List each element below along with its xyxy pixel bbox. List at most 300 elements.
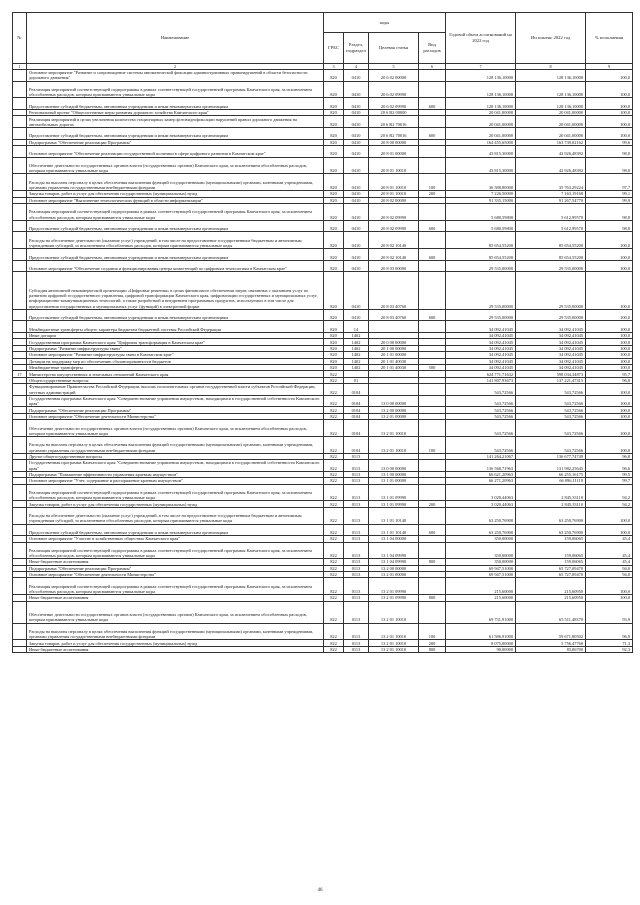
row-grbs: 820	[324, 232, 344, 249]
row-number	[13, 384, 27, 396]
row-grbs: 820	[324, 309, 344, 321]
row-section: 0410	[344, 220, 369, 232]
table-row	[13, 127, 633, 139]
row-section: 1402	[344, 365, 369, 371]
row-target-article: 13 1 04 09990	[369, 542, 419, 559]
row-exec-amount: 34 092,41045	[516, 345, 586, 351]
row-exec-percent: 98,8	[586, 220, 633, 232]
row-exec-amount: 63 250,76900	[516, 524, 586, 536]
row-name: Основное мероприятие "Обеспечение создания и функционирования центра компетенций по цифровым технологиям в Камчатском крае"	[27, 260, 324, 272]
row-grbs: 822	[324, 395, 344, 407]
row-exec-percent: 99,6	[586, 139, 633, 145]
row-grbs: 822	[324, 507, 344, 524]
row-grbs: 820	[324, 333, 344, 339]
row-name: Иные бюджетные ассигнования	[27, 646, 324, 652]
table-row	[13, 384, 633, 396]
row-exec-amount: 42 926,48392	[516, 145, 586, 157]
row-grbs: 822	[324, 407, 344, 413]
row-exec-amount: 159,06065	[516, 536, 586, 542]
row-plan-amount: 136 568,71963	[446, 460, 516, 472]
row-plan-amount: 34 092,41045	[446, 333, 516, 339]
row-name: Основное мероприятие "Обеспечение деятельности Министерства"	[27, 572, 324, 578]
row-expense-type: 200	[419, 501, 446, 507]
row-name: Предоставление субсидий бюджетным, автономным учреждениям и иным некоммерческим организациям	[27, 98, 324, 110]
row-exec-percent: 99,9	[586, 197, 633, 203]
row-exec-percent: 100,0	[586, 232, 633, 249]
row-grbs: 822	[324, 384, 344, 396]
row-grbs: 822	[324, 436, 344, 453]
row-exec-amount: 136 677,74749	[516, 453, 586, 459]
row-plan-amount: 85 654,55200	[446, 249, 516, 261]
table-header	[13, 13, 633, 70]
table-row	[13, 542, 633, 559]
row-expense-type	[419, 260, 446, 272]
row-plan-amount: 43 815,30000	[446, 157, 516, 174]
table-row	[13, 436, 633, 453]
row-expense-type: 600	[419, 98, 446, 110]
row-plan-amount: 29 535,00000	[446, 260, 516, 272]
row-grbs: 822	[324, 471, 344, 477]
row-target-article: 13 1 01 09990	[369, 501, 419, 507]
row-exec-amount: 65 727,09470	[516, 565, 586, 571]
row-exec-amount: 29 535,00000	[516, 272, 586, 310]
row-number	[13, 578, 27, 595]
row-section: 0410	[344, 145, 369, 157]
row-exec-percent: 93,9	[586, 601, 633, 623]
row-plan-amount: 164 455,65000	[446, 139, 516, 145]
row-name: Закупка товаров, работ и услуг для обеспечения государственных (муниципальных) нужд	[27, 501, 324, 507]
row-grbs: 822	[324, 595, 344, 601]
row-exec-percent: 96,9	[586, 623, 633, 640]
row-section: 0113	[344, 460, 369, 472]
row-grbs: 820	[324, 345, 344, 351]
row-target-article: 13 1 04 09990	[369, 559, 419, 565]
table-row	[13, 484, 633, 501]
row-exec-amount: 128 136,10000	[516, 70, 586, 82]
row-target-article: 20 8 03 40760	[369, 272, 419, 310]
row-plan-amount: 36 588,80000	[446, 174, 516, 191]
row-grbs: 822	[324, 524, 344, 536]
table-row	[13, 174, 633, 191]
row-target-article: 20 6 R2 70016	[369, 116, 419, 128]
row-plan-amount: 63 250,76900	[446, 524, 516, 536]
row-exec-percent: 71,3	[586, 640, 633, 646]
row-expense-type: 200	[419, 640, 446, 646]
row-target-article: 13 1 01 10140	[369, 507, 419, 524]
row-name: Расходы на выплаты персоналу в целях обеспечения выполнения функций государственными (муниципальными) органами, казенными учреждениями, органами управления государственными внебюджетными фондами	[27, 623, 324, 640]
row-exec-percent: 100,0	[586, 127, 633, 139]
row-exec-amount: 543,72566	[516, 384, 586, 396]
row-exec-percent: 100,0	[586, 352, 633, 358]
row-target-article: 13 2 00 00000	[369, 565, 419, 571]
row-number	[13, 507, 27, 524]
table-row	[13, 321, 633, 333]
row-plan-amount: 20 041,00000	[446, 116, 516, 128]
row-target-article: 13 2 01 09990	[369, 595, 419, 601]
row-section: 0410	[344, 309, 369, 321]
row-grbs: 822	[324, 460, 344, 472]
row-exec-amount: 20 041,00000	[516, 127, 586, 139]
row-section: 0113	[344, 478, 369, 484]
table-row	[13, 578, 633, 595]
row-exec-percent: 100,0	[586, 578, 633, 595]
row-grbs: 822	[324, 536, 344, 542]
header-pct: % исполнения	[586, 13, 633, 64]
row-exec-percent: 94,0	[586, 572, 633, 578]
row-number	[13, 127, 27, 139]
row-target-article: 20 8 00 00000	[369, 139, 419, 145]
header-codes: коды	[324, 13, 446, 33]
row-target-article	[369, 384, 419, 396]
row-exec-percent: 94,0	[586, 565, 633, 571]
row-grbs: 822	[324, 413, 344, 419]
row-plan-amount: 543,72566	[446, 407, 516, 413]
row-grbs: 820	[324, 157, 344, 174]
row-number	[13, 157, 27, 174]
row-exec-percent: 100,0	[586, 384, 633, 396]
row-plan-amount: 20 041,00000	[446, 109, 516, 115]
row-exec-amount: 34 092,41045	[516, 352, 586, 358]
row-name: Реализация мероприятий в целях увеличения количества стационарных камер фотовидеофиксации нарушений правил дорожного движения на автомобильных дорогах	[27, 116, 324, 128]
row-plan-amount: 90,00000	[446, 646, 516, 652]
row-expense-type	[419, 484, 446, 501]
row-name: Расходы на выплаты персоналу в целях обеспечения выполнения функций государственными (муниципальными) органами, казенными учреждениями, органами управления государственными внебюджетными фондами	[27, 174, 324, 191]
row-expense-type: 800	[419, 646, 446, 652]
row-plan-amount: 3 020,44063	[446, 501, 516, 507]
row-target-article: 20 6 02 00000	[369, 70, 419, 82]
table-body	[13, 70, 633, 653]
row-plan-amount: 34 092,41045	[446, 352, 516, 358]
row-plan-amount: 543,72566	[446, 384, 516, 396]
row-name: Закупка товаров, работ и услуг для обеспечения государственных (муниципальных) нужд	[27, 191, 324, 197]
column-index: 3	[324, 64, 344, 70]
row-expense-type	[419, 460, 446, 472]
row-exec-percent: 100,0	[586, 407, 633, 413]
row-exec-amount: 65 511,48370	[516, 601, 586, 623]
row-exec-amount: 66 255,16175	[516, 471, 586, 477]
row-exec-amount: 20 041,00000	[516, 109, 586, 115]
row-grbs: 822	[324, 453, 344, 459]
row-section: 0113	[344, 595, 369, 601]
row-number	[13, 524, 27, 536]
row-name: Реализация мероприятий соответствующей подпрограммы в рамках соответствующей государственной программы Камчатского края, за исключением обособленных расходов, которым присваиваются уникальные коды	[27, 484, 324, 501]
row-number	[13, 623, 27, 640]
row-exec-amount: 29 535,00000	[516, 260, 586, 272]
row-name: Дотации на поддержку мер по обеспечению сбалансированности бюджетов	[27, 358, 324, 364]
row-target-article: 13 0 00 00000	[369, 395, 419, 407]
row-expense-type	[419, 81, 446, 98]
row-grbs: 822	[324, 559, 344, 565]
row-name: Подпрограмма "Обеспечение реализации Программы"	[27, 139, 324, 145]
row-section: 0410	[344, 174, 369, 191]
row-target-article: 20 8 02 09990	[369, 203, 419, 220]
column-index: 1	[13, 64, 27, 70]
row-exec-percent: 95,7	[586, 371, 633, 377]
row-exec-amount: 131 982,25645	[516, 460, 586, 472]
row-name: Расходы на выплаты персоналу в целях обеспечения выполнения функций государственными (муниципальными) органами, казенными учреждениями, органами управления государственными внебюджетными фондами	[27, 436, 324, 453]
row-name: Основное мероприятие "Развитие инфраструктуры связи в Камчатском крае"	[27, 352, 324, 358]
row-exec-amount: 543,72566	[516, 413, 586, 419]
row-number	[13, 81, 27, 98]
row-plan-amount: 543,72566	[446, 436, 516, 453]
row-exec-amount: 137 221,47315	[516, 377, 586, 383]
row-target-article: 20 8 01 00000	[369, 145, 419, 157]
row-grbs: 822	[324, 640, 344, 646]
budget-table	[12, 12, 633, 653]
row-grbs: 822	[324, 371, 344, 377]
row-name: Обеспечение деятельности государственных органов власти (государственных органов) Камчатского края, за исключением обособленных расходов, которым присваиваются уникальные коды	[27, 420, 324, 437]
row-name: Реализация мероприятий соответствующей подпрограммы в рамках соответствующей государственной программы Камчатского края, за исключением обособленных расходов, которым присваиваются уникальные коды	[27, 203, 324, 220]
row-target-article: 13 1 01 10140	[369, 524, 419, 536]
row-name: Основное мероприятие "Развитие и сопровождение системы автоматической фиксации административных правонарушений в области безопасности дорожного движения"	[27, 70, 324, 82]
row-expense-type	[419, 384, 446, 396]
row-grbs: 822	[324, 501, 344, 507]
row-plan-amount: 350,00000	[446, 542, 516, 559]
table-row	[13, 309, 633, 321]
row-expense-type	[419, 70, 446, 82]
row-exec-amount: 159,06065	[516, 542, 586, 559]
row-section: 0410	[344, 191, 369, 197]
column-index: 7	[446, 64, 516, 70]
row-target-article: 20 8 02 10140	[369, 232, 419, 249]
row-exec-amount: 159,06065	[516, 559, 586, 565]
row-exec-percent: 100,0	[586, 309, 633, 321]
row-plan-amount: 350,00000	[446, 536, 516, 542]
table-row	[13, 420, 633, 437]
row-grbs: 820	[324, 109, 344, 115]
table-row	[13, 260, 633, 272]
row-name: Предоставление субсидий бюджетным, автономным учреждениям и иным некоммерческим организациям	[27, 127, 324, 139]
row-name: Предоставление субсидий бюджетным, автономным учреждениям и иным некоммерческим организациям	[27, 524, 324, 536]
row-plan-amount: 85 654,55200	[446, 232, 516, 249]
row-expense-type: 100	[419, 174, 446, 191]
row-target-article: 20 6 R2 70016	[369, 127, 419, 139]
row-expense-type: 600	[419, 220, 446, 232]
row-exec-amount: 83,06700	[516, 646, 586, 652]
row-name: Министерство имущественных и земельных отношений Камчатского края	[27, 371, 324, 377]
row-name: Другие общегосударственные вопросы	[27, 453, 324, 459]
row-plan-amount: 350,00000	[446, 559, 516, 565]
row-exec-percent: 45,4	[586, 536, 633, 542]
row-grbs: 822	[324, 377, 344, 383]
row-exec-percent: 100,0	[586, 413, 633, 419]
row-name: Межбюджетные трансферты	[27, 365, 324, 371]
row-section: 1402	[344, 345, 369, 351]
row-name: Иные дотации	[27, 333, 324, 339]
row-number	[13, 260, 27, 272]
row-number	[13, 174, 27, 191]
row-section: 0113	[344, 572, 369, 578]
row-exec-amount: 598 034,34873	[516, 371, 586, 377]
header-exec: Исполнено 2022 год	[516, 13, 586, 64]
row-grbs: 820	[324, 260, 344, 272]
row-expense-type	[419, 601, 446, 623]
row-grbs: 820	[324, 191, 344, 197]
row-target-article: 13 1 04 00000	[369, 536, 419, 542]
row-exec-percent: 97,7	[586, 174, 633, 191]
row-section: 0113	[344, 484, 369, 501]
row-exec-amount: 7 163,19168	[516, 191, 586, 197]
row-plan-amount: 543,72566	[446, 413, 516, 419]
row-section: 0410	[344, 232, 369, 249]
row-grbs: 820	[324, 249, 344, 261]
row-grbs: 820	[324, 365, 344, 371]
row-plan-amount: 91 335,15000	[446, 197, 516, 203]
column-index: 8	[516, 64, 586, 70]
row-exec-percent: 100,0	[586, 116, 633, 128]
row-expense-type: 200	[419, 191, 446, 197]
row-exec-amount: 543,72566	[516, 420, 586, 437]
table-row	[13, 70, 633, 82]
row-number	[13, 395, 27, 407]
row-exec-amount: 66 096,11110	[516, 478, 586, 484]
row-target-article: 20 1 00 00000	[369, 345, 419, 351]
row-exec-amount: 63 250,76900	[516, 507, 586, 524]
row-exec-percent: 100,0	[586, 436, 633, 453]
row-name: Обеспечение деятельности государственных органов власти (государственных органов) Камчатского края, за исключением обособленных расходов, которым присваиваются уникальные коды	[27, 601, 324, 623]
row-exec-amount: 34 092,41045	[516, 333, 586, 339]
row-grbs: 822	[324, 484, 344, 501]
column-index: 2	[27, 64, 324, 70]
row-exec-amount: 85 654,55200	[516, 249, 586, 261]
row-name: Основное мероприятие "Учет, содержание и распоряжение краевым имуществом"	[27, 478, 324, 484]
row-target-article: 13 2 01 10010	[369, 601, 419, 623]
row-number	[13, 542, 27, 559]
row-number	[13, 436, 27, 453]
row-grbs: 820	[324, 116, 344, 128]
column-index: 9	[586, 64, 633, 70]
column-index: 6	[419, 64, 446, 70]
row-exec-percent: 45,4	[586, 542, 633, 559]
row-exec-amount: 34 092,41045	[516, 321, 586, 333]
row-plan-amount: 215,60000	[446, 595, 516, 601]
row-exec-amount: 35 763,29224	[516, 174, 586, 191]
row-plan-amount: 128 136,10000	[446, 81, 516, 98]
row-section: 0410	[344, 203, 369, 220]
row-name: Обеспечение деятельности государственных органов власти (государственных органов) Камчатского края, за исключением обособленных расходов, которым присваиваются уникальные коды	[27, 157, 324, 174]
row-name: Предоставление субсидий бюджетным, автономным учреждениям и иным некоммерческим организациям	[27, 309, 324, 321]
row-section: 0410	[344, 127, 369, 139]
row-section: 0113	[344, 601, 369, 623]
row-grbs: 820	[324, 81, 344, 98]
row-exec-amount: 543,72566	[516, 436, 586, 453]
row-exec-amount: 91 267,54770	[516, 197, 586, 203]
row-exec-percent: 100,0	[586, 365, 633, 371]
row-exec-percent: 94,2	[586, 501, 633, 507]
header-exptype: Вид расходов	[419, 33, 446, 64]
row-exec-percent: 100,0	[586, 249, 633, 261]
row-grbs: 820	[324, 139, 344, 145]
row-target-article: 13 1 00 00000	[369, 471, 419, 477]
row-number	[13, 145, 27, 157]
table-row	[13, 460, 633, 472]
row-section: 0410	[344, 116, 369, 128]
row-plan-amount: 215,60000	[446, 578, 516, 595]
row-target-article: 20 8 01 10010	[369, 174, 419, 191]
row-expense-type: 100	[419, 436, 446, 453]
row-exec-percent: 98,0	[586, 157, 633, 174]
row-section: 0104	[344, 407, 369, 413]
row-section: 0113	[344, 578, 369, 595]
row-section: 0113	[344, 536, 369, 542]
row-expense-type: 800	[419, 595, 446, 601]
row-section: 14	[344, 321, 369, 333]
row-target-article: 20 6 02 09990	[369, 98, 419, 110]
row-exec-amount: 128 136,10000	[516, 81, 586, 98]
row-target-article: 13 1 01 00000	[369, 478, 419, 484]
row-target-article: 13 2 01 10010	[369, 420, 419, 437]
row-name: Государственная программа Камчатского края "Совершенствование управления имуществом, находящимся в государственной собственности Камчатского края"	[27, 460, 324, 472]
table-row	[13, 116, 633, 128]
row-name: Подпрограмма "Повышение эффективности управления краевым имуществом"	[27, 471, 324, 477]
row-number	[13, 321, 27, 333]
row-exec-amount: 34 092,41045	[516, 339, 586, 345]
table-row	[13, 145, 633, 157]
row-target-article: 20 8 02 00000	[369, 197, 419, 203]
row-plan-amount: 141 264,21067	[446, 453, 516, 459]
row-name: Региональный проект "Общесистемные меры развития дорожного хозяйства Камчатского края"	[27, 109, 324, 115]
row-grbs: 820	[324, 352, 344, 358]
row-expense-type	[419, 145, 446, 157]
row-section: 0113	[344, 453, 369, 459]
row-target-article: 20 8 02 10140	[369, 249, 419, 261]
column-index: 5	[369, 64, 419, 70]
row-plan-amount: 543,72566	[446, 395, 516, 407]
row-exec-amount: 543,72566	[516, 395, 586, 407]
row-exec-amount: 5 612,99570	[516, 220, 586, 232]
row-exec-percent: 100,0	[586, 272, 633, 310]
row-expense-type	[419, 232, 446, 249]
row-expense-type	[419, 420, 446, 437]
row-expense-type	[419, 395, 446, 407]
row-plan-amount: 624 771,71632	[446, 371, 516, 377]
header-name: Наименование	[27, 13, 324, 64]
row-expense-type: 600	[419, 249, 446, 261]
row-exec-amount: 5 756,47768	[516, 640, 586, 646]
row-name: Подпрограмма "Обеспечение реализации Программы"	[27, 407, 324, 413]
header-no: №	[13, 13, 27, 64]
row-expense-type: 600	[419, 524, 446, 536]
row-grbs: 820	[324, 339, 344, 345]
row-grbs: 820	[324, 145, 344, 157]
row-plan-amount: 29 535,00000	[446, 309, 516, 321]
table-row	[13, 507, 633, 524]
row-grbs: 820	[324, 70, 344, 82]
row-target-article: 13 2 01 10010	[369, 640, 419, 646]
row-exec-percent: 100,0	[586, 345, 633, 351]
row-exec-percent: 100,0	[586, 81, 633, 98]
row-number	[13, 309, 27, 321]
row-exec-amount: 59 671,80502	[516, 623, 586, 640]
row-grbs: 820	[324, 220, 344, 232]
row-target-article: 20 8 01 10010	[369, 191, 419, 197]
row-target-article: 13 2 00 00000	[369, 407, 419, 413]
row-section: 1402	[344, 352, 369, 358]
row-exec-percent: 92,3	[586, 646, 633, 652]
row-name: Расходы на обеспечение деятельности (оказание услуг) учреждений, в том числе на предоставление государственным бюджетным и автономным учреждениям субсидий, за исключением обособленных расходов, которым присваиваются уникальные коды	[27, 232, 324, 249]
row-grbs: 822	[324, 572, 344, 578]
row-section: 1402	[344, 358, 369, 364]
row-exec-percent: 96,8	[586, 377, 633, 383]
row-name: Расходы на обеспечение деятельности (оказание услуг) учреждений, в том числе на предоставление государственным бюджетным и автономным учреждениям субсидий, за исключением обособленных расходов, которым присваиваются уникальные коды	[27, 507, 324, 524]
row-section: 0410	[344, 157, 369, 174]
row-target-article: 20 8 03 00000	[369, 260, 419, 272]
row-section: 0113	[344, 542, 369, 559]
row-exec-percent: 100,0	[586, 395, 633, 407]
row-grbs: 820	[324, 321, 344, 333]
row-exec-amount: 34 092,41045	[516, 358, 586, 364]
row-name: Субсидия автономной некоммерческой организации «Цифровые решения» в целях финансового обеспечения затрат, связанных с оказанием услуг по развитию цифровой государственного управления, цифровой трансформации Камчатского края, цифровизации государственных и муниципальных услуг, информационно-коммуникационных технологий, а также разработкой и внедрением программных продуктов, используемых в том числе для предоставления государственных и муниципальных услуг (функций) в электронной форме	[27, 272, 324, 310]
